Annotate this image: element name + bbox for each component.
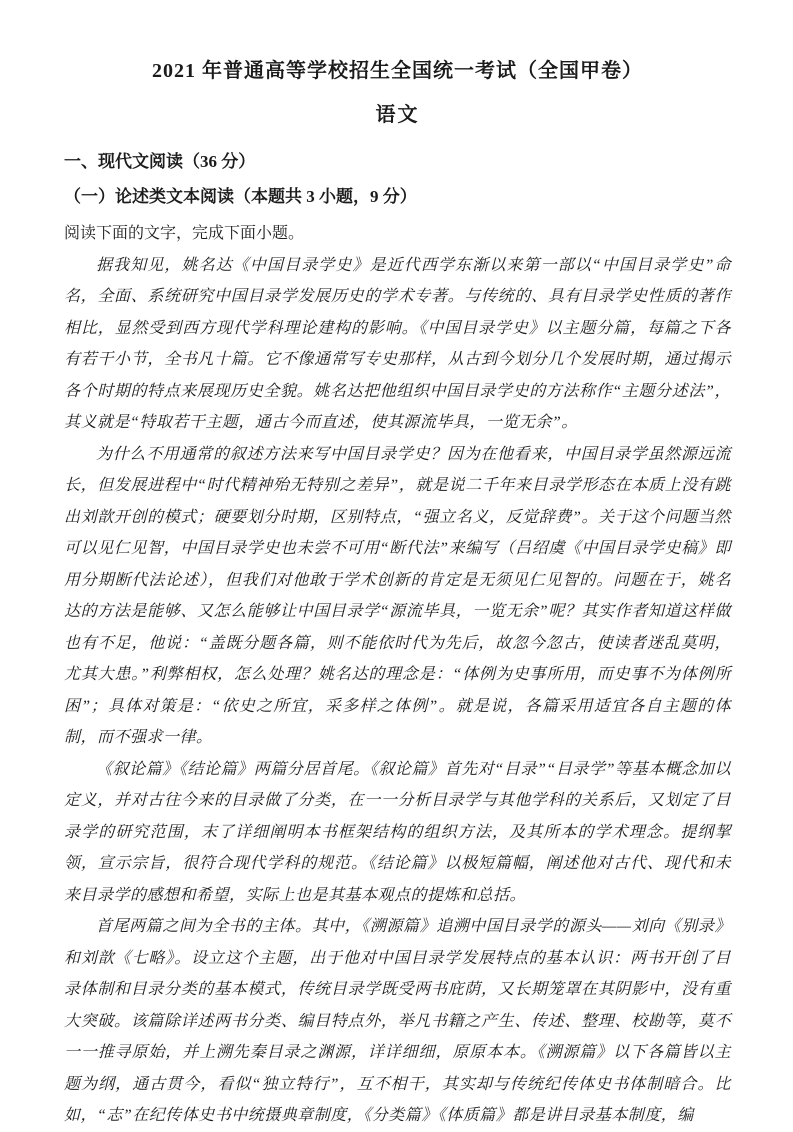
- passage-paragraph-1: 据我知见，姚名达《中国目录学史》是近代西学东渐以来第一部以“中国目录学史”命名，全面、系统研究中国目录学发展历史的学术专著。与传统的、具有目录学史性质的著作相比，显然受到西方现代学科理论建构的影响。《中国目录学史》以主题分篇，每篇之下各有若干小节，全书凡十篇。它不像通常写专史那样，从古到今划分几个发展时期，通过揭示各个时期的特点来展现历史全貌。姚名达把他组织中国目录学史的方法称作“主题分述法”，其义就是“特取若干主题，通古今而直述，使其源流毕具，一览无余”。: [64, 256, 731, 431]
- passage-paragraph-4: 首尾两篇之间为全书的主体。其中，《溯源篇》追溯中国目录学的源头——刘向《别录》和刘歆《七略》。设立这个主题，出于他对中国目录学发展特点的基本认识：两书开创了目录体制和目录分类的基本模式，传统目录学既受两书庇荫，又长期笼罩在其阴影中，没有重大突破。该篇除详述两书分类、编目特点外，举凡书籍之产生、传述、整理、校勘等，莫不一一推寻原始，并上溯先秦目录之渊源，详详细细，原原本本。《溯源篇》以下各篇皆以主题为纲，通古贯今，看似“独立特行”，互不相干，其实却与传统纪传体史书体制暗合。比如，“志”在纪传体史书中统摄典章制度，《分类篇》《体质篇》都是讲目录基本制度，编: [64, 918, 731, 1124]
- passage-paragraph-3: 《叙论篇》《结论篇》两篇分居首尾。《叙论篇》首先对“目录”“目录学”等基本概念加以定义，并对古往今来的目录做了分类，在一一分析目录学与其他学科的关系后，又划定了目录学的研究范围，末了详细阐明本书框架结构的组织方法，及其所本的学术理念。提纲挈领，宣示宗旨，很符合现代学科的规范。《结论篇》以极短篇幅，阐述他对古代、现代和未来目录学的感想和希望，实际上也是其基本观点的提炼和总括。: [64, 760, 731, 904]
- page-title: 2021 年普通高等学校招生全国统一考试（全国甲卷）: [152, 60, 643, 82]
- section-heading-modern-reading: 一、现代文阅读（36 分）: [64, 152, 256, 171]
- subsection-heading-argumentative-text: （一）论述类文本阅读（本题共 3 小题，9 分）: [64, 187, 417, 206]
- passage-paragraph-2: 为什么不用通常的叙述方法来写中国目录学史？因为在他看来，中国目录学虽然源远流长，但发展进程中“时代精神殆无特别之差异”，就是说二千年来目录学形态在本质上没有跳出刘歆开创的模式；硬要划分时期，区别特点，“强立名义，反觉辞费”。关于这个问题当然可以见仁见智，中国目录学史也未尝不可用“断代法”来编写（吕绍虞《中国目录学史稿》即用分期断代法论述），但我们对他敢于学术创新的肯定是无须见仁见智的。问题在于，姚名达的方法是能够、又怎么能够让中国目录学“源流毕具，一览无余”呢？其实作者知道这样做也有不足，他说：“盖既分题各篇，则不能依时代为先后，故忽今忽古，使读者迷乱莫明，尤其大患。”利弊相权，怎么处理？姚名达的理念是：“体例为史事所用，而史事不为体例所困”；具体对策是：“依史之所宜，采多样之体例”。就是说，各篇采用适宜各自主题的体制，而不强求一律。: [64, 445, 731, 746]
- subject-title: 语文: [375, 104, 420, 126]
- reading-instruction: 阅读下面的文字，完成下面小题。: [64, 225, 305, 242]
